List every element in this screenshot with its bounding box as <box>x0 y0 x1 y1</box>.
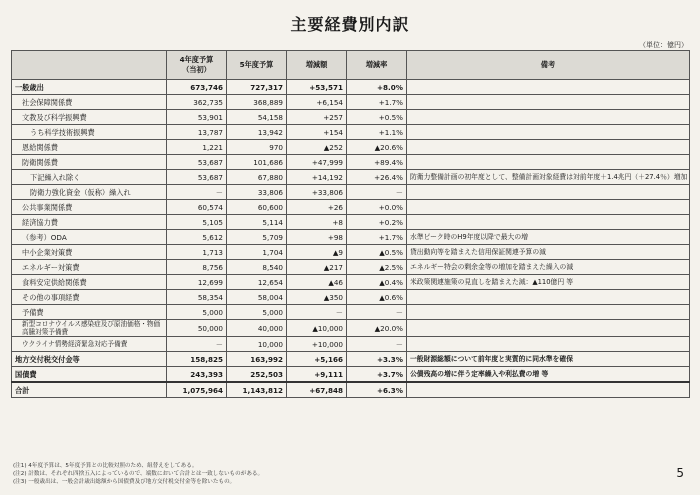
row-diff-value: +67,848 <box>287 382 347 398</box>
footnote-3: (注3) 一般歳出は、一般会計歳出総額から国債費及び地方交付税交付金等を除いたもの。 <box>13 479 236 485</box>
table-row <box>12 352 690 367</box>
row-label: 防衛力強化資金（仮称）繰入れ <box>12 185 167 200</box>
table-row <box>12 320 690 337</box>
row-rate-value: +1.7% <box>347 95 407 110</box>
footnote-1: (注1) 4年度予算は、5年度予算との比較対照のため、組替えをしてある。 <box>13 463 198 469</box>
row-diff-value: +98 <box>287 230 347 245</box>
table-row <box>12 275 690 290</box>
row-note: 防衛力整備計画の初年度として、整備計画対象経費は対前年度＋1.4兆円（＋27.4％）増加 <box>407 170 690 185</box>
row-fy5-value: 970 <box>227 140 287 155</box>
table-body <box>12 80 690 398</box>
row-rate-value: ▲0.6% <box>347 290 407 305</box>
row-note <box>407 337 690 352</box>
row-diff-value: +26 <box>287 200 347 215</box>
table-row <box>12 215 690 230</box>
header-fy5: 5年度予算 <box>227 51 287 80</box>
row-label: 予備費 <box>12 305 167 320</box>
row-fy4-value: 1,713 <box>167 245 227 260</box>
header-fy4-label: 4年度予算 （当初） <box>179 55 214 74</box>
row-rate-value: ▲20.0% <box>347 320 407 337</box>
table-row <box>12 230 690 245</box>
row-label: 地方交付税交付金等 <box>12 352 167 367</box>
row-diff-value: ▲9 <box>287 245 347 260</box>
row-diff-value: ▲252 <box>287 140 347 155</box>
row-label: 下記繰入れ除く <box>12 170 167 185</box>
row-diff-value: ▲350 <box>287 290 347 305</box>
row-fy4-value: 243,393 <box>167 367 227 383</box>
row-rate-value: ▲0.5% <box>347 245 407 260</box>
row-note <box>407 140 690 155</box>
row-fy4-value: 8,756 <box>167 260 227 275</box>
row-fy5-value: 8,540 <box>227 260 287 275</box>
row-label: うち科学技術振興費 <box>12 125 167 140</box>
row-diff-value: +14,192 <box>287 170 347 185</box>
row-rate-value: +0.5% <box>347 110 407 125</box>
row-fy4-value: 5,000 <box>167 305 227 320</box>
row-rate-value: +3.3% <box>347 352 407 367</box>
table-row <box>12 185 690 200</box>
row-fy4-value: 58,354 <box>167 290 227 305</box>
row-fy4-value: 1,075,964 <box>167 382 227 398</box>
table-row <box>12 125 690 140</box>
row-note <box>407 305 690 320</box>
row-rate-value: +26.4% <box>347 170 407 185</box>
footnote-2: (注2) 計数は、それぞれ四捨五入によっているので、端数において合計とは一致しないものがある。 <box>13 471 264 477</box>
row-note: 貸出動向等を踏まえた信用保証関連予算の減 <box>407 245 690 260</box>
row-rate-value: － <box>347 337 407 352</box>
row-rate-value: － <box>347 185 407 200</box>
row-rate-value: － <box>347 305 407 320</box>
row-fy4-value: － <box>167 337 227 352</box>
row-fy5-value: 101,686 <box>227 155 287 170</box>
row-fy5-value: 5,709 <box>227 230 287 245</box>
table-row <box>12 200 690 215</box>
row-note <box>407 110 690 125</box>
footnotes <box>13 462 263 486</box>
row-rate-value: +0.0% <box>347 200 407 215</box>
table-row <box>12 290 690 305</box>
page-number: 5 <box>676 466 684 480</box>
table-row <box>12 305 690 320</box>
row-fy4-value: 53,687 <box>167 170 227 185</box>
row-fy4-value: 5,105 <box>167 215 227 230</box>
row-fy4-value: 362,735 <box>167 95 227 110</box>
row-label: 食料安定供給関係費 <box>12 275 167 290</box>
table-row <box>12 245 690 260</box>
row-rate-value: ▲2.5% <box>347 260 407 275</box>
row-note: 一般財源総額について前年度と実質的に同水準を確保 <box>407 352 690 367</box>
row-note <box>407 185 690 200</box>
row-note: 水準ピーク時のH9年度以降で最大の増 <box>407 230 690 245</box>
row-diff-value: － <box>287 305 347 320</box>
row-rate-value: ▲20.6% <box>347 140 407 155</box>
row-note <box>407 80 690 95</box>
row-note <box>407 155 690 170</box>
table-header-row <box>12 51 690 80</box>
row-fy5-value: 13,942 <box>227 125 287 140</box>
row-label: 恩給関係費 <box>12 140 167 155</box>
row-label: 防衛関係費 <box>12 155 167 170</box>
row-fy5-value: 58,004 <box>227 290 287 305</box>
row-note: 公債残高の増に伴う定率繰入や利払費の増 等 <box>407 367 690 383</box>
row-fy5-value: 368,889 <box>227 95 287 110</box>
row-fy5-value: 54,158 <box>227 110 287 125</box>
row-note <box>407 382 690 398</box>
row-label: 経済協力費 <box>12 215 167 230</box>
row-fy4-value: 5,612 <box>167 230 227 245</box>
row-diff-value: +33,806 <box>287 185 347 200</box>
row-fy5-value: 5,114 <box>227 215 287 230</box>
row-label: 中小企業対策費 <box>12 245 167 260</box>
row-note <box>407 290 690 305</box>
row-fy4-value: 53,687 <box>167 155 227 170</box>
row-label: 公共事業関係費 <box>12 200 167 215</box>
row-diff-value: +47,999 <box>287 155 347 170</box>
row-fy4-value: 12,699 <box>167 275 227 290</box>
header-diff: 増減額 <box>287 51 347 80</box>
row-fy5-value: 12,654 <box>227 275 287 290</box>
row-fy5-value: 10,000 <box>227 337 287 352</box>
row-fy5-value: 252,503 <box>227 367 287 383</box>
row-note <box>407 320 690 337</box>
row-rate-value: +6.3% <box>347 382 407 398</box>
row-note: エネルギー特会の剰余金等の増加を踏まえた繰入の減 <box>407 260 690 275</box>
row-fy5-value: 67,880 <box>227 170 287 185</box>
row-note: 米政策関連施策の見直しを踏まえた減：▲110億円 等 <box>407 275 690 290</box>
header-item <box>12 51 167 80</box>
table-row <box>12 170 690 185</box>
row-fy5-value: 33,806 <box>227 185 287 200</box>
table-row <box>12 260 690 275</box>
row-fy4-value: 50,000 <box>167 320 227 337</box>
row-fy4-value: 673,746 <box>167 80 227 95</box>
table-row <box>12 367 690 383</box>
row-fy5-value: 727,317 <box>227 80 287 95</box>
table-row <box>12 155 690 170</box>
table-row <box>12 80 690 95</box>
row-diff-value: +8 <box>287 215 347 230</box>
row-fy4-value: 158,825 <box>167 352 227 367</box>
table-row <box>12 337 690 352</box>
row-label: （参考）ODA <box>12 230 167 245</box>
row-fy5-value: 60,600 <box>227 200 287 215</box>
header-fy4 <box>167 51 227 80</box>
row-fy5-value: 40,000 <box>227 320 287 337</box>
row-note <box>407 215 690 230</box>
header-rate: 増減率 <box>347 51 407 80</box>
row-rate-value: +3.7% <box>347 367 407 383</box>
row-label: その他の事項経費 <box>12 290 167 305</box>
row-note <box>407 200 690 215</box>
row-rate-value: +89.4% <box>347 155 407 170</box>
row-fy4-value: 13,787 <box>167 125 227 140</box>
row-fy4-value: － <box>167 185 227 200</box>
row-fy4-value: 53,901 <box>167 110 227 125</box>
row-diff-value: +6,154 <box>287 95 347 110</box>
row-label: 国債費 <box>12 367 167 383</box>
row-diff-value: +10,000 <box>287 337 347 352</box>
row-diff-value: ▲217 <box>287 260 347 275</box>
row-rate-value: +0.2% <box>347 215 407 230</box>
table-row <box>12 95 690 110</box>
header-note: 備考 <box>407 51 690 80</box>
row-rate-value: +1.7% <box>347 230 407 245</box>
row-label: 社会保障関係費 <box>12 95 167 110</box>
row-fy5-value: 1,704 <box>227 245 287 260</box>
row-note <box>407 95 690 110</box>
row-note <box>407 125 690 140</box>
row-fy4-value: 60,574 <box>167 200 227 215</box>
row-diff-value: ▲46 <box>287 275 347 290</box>
row-diff-value: +5,166 <box>287 352 347 367</box>
row-fy4-value: 1,221 <box>167 140 227 155</box>
row-label: 一般歳出 <box>12 80 167 95</box>
expense-table <box>11 50 690 398</box>
row-fy5-value: 163,992 <box>227 352 287 367</box>
row-label: 合計 <box>12 382 167 398</box>
row-label: 新型コロナウイルス感染症及び原油価格・物価高騰対策予備費 <box>12 320 167 337</box>
unit-label: （単位：億円） <box>639 41 688 49</box>
row-diff-value: ▲10,000 <box>287 320 347 337</box>
row-rate-value: +8.0% <box>347 80 407 95</box>
table-row <box>12 140 690 155</box>
page-title: 主要経費別内訳 <box>290 15 410 34</box>
table-row <box>12 110 690 125</box>
table-row <box>12 382 690 398</box>
row-fy5-value: 1,143,812 <box>227 382 287 398</box>
row-diff-value: +154 <box>287 125 347 140</box>
row-label: ウクライナ情勢経済緊急対応予備費 <box>12 337 167 352</box>
row-rate-value: ▲0.4% <box>347 275 407 290</box>
row-diff-value: +9,111 <box>287 367 347 383</box>
row-diff-value: +257 <box>287 110 347 125</box>
row-diff-value: +53,571 <box>287 80 347 95</box>
row-label: 文教及び科学振興費 <box>12 110 167 125</box>
row-fy5-value: 5,000 <box>227 305 287 320</box>
row-rate-value: +1.1% <box>347 125 407 140</box>
row-label: エネルギー対策費 <box>12 260 167 275</box>
